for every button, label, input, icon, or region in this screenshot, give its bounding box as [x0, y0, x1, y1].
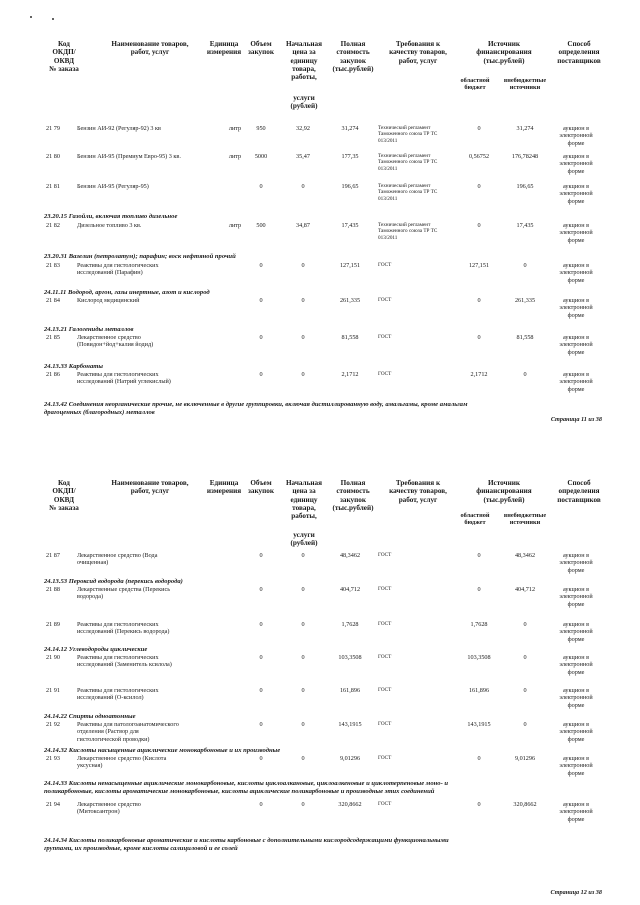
row-total: 404,712 — [339, 586, 361, 593]
row-offbudget: 9,01296 — [514, 755, 536, 762]
header-name: Наименование товаров, работ, услуг — [111, 479, 189, 496]
header-unit: Единица измерения — [206, 479, 242, 496]
row-offbudget: 0 — [523, 621, 527, 628]
header-code: Код ОКДП/ ОКВД № заказа — [49, 479, 79, 512]
row-requirements: Технический регламент Таможенного союза ТР ТС 013/2011 — [378, 222, 438, 241]
row-method: аукцион в электронной форме — [559, 153, 593, 175]
row-offbudget: 0 — [523, 371, 527, 378]
row-name: Реактивы для гистологических исследований (Парафин) — [77, 262, 159, 277]
row-total: 48,3462 — [339, 552, 361, 559]
row-volume: 0 — [259, 183, 263, 190]
row-requirements: ГОСТ — [378, 552, 392, 558]
row-method: аукцион в электронной форме — [559, 371, 593, 393]
row-volume: 0 — [259, 755, 263, 762]
row-price: 0 — [301, 183, 305, 190]
row-requirements: ГОСТ — [378, 297, 392, 303]
row-total: 1,7628 — [341, 621, 359, 628]
page-footer: Страница 12 из 38 — [550, 889, 602, 896]
row-code: 21 93 — [46, 755, 60, 762]
row-regional-budget: 2,1712 — [470, 371, 488, 378]
row-volume: 0 — [259, 262, 263, 269]
row-price: 0 — [301, 552, 305, 559]
row-code: 21 80 — [46, 153, 60, 160]
row-name: Лекарственное средство (Кислота уксусная) — [77, 755, 167, 770]
row-total: 9,01296 — [339, 755, 361, 762]
group-heading: 24.14.33 Кислоты ненасыщенные ациклические монокарбоновые, кислоты циклоалкановые, циклоалкеновые и циклотерпеновые моно- и поликарбоновые, кислоты ароматические монокарбоновые, кислоты ациклические поликарбоновые и производные этих соединений — [44, 780, 449, 795]
row-regional-budget: 0 — [477, 334, 481, 341]
row-volume: 500 — [256, 222, 266, 229]
page-footer: Страница 11 из 38 — [550, 416, 602, 423]
row-total: 2,1712 — [341, 371, 359, 378]
group-heading: 24.14.32 Кислоты насыщенные ациклические монокарбоновые и их производные — [44, 747, 281, 754]
row-requirements: ГОСТ — [378, 687, 392, 693]
row-volume: 0 — [259, 334, 263, 341]
row-name: Лекарственное средство (Повидон+йод+калия йодид) — [77, 334, 154, 349]
row-requirements: ГОСТ — [378, 262, 392, 268]
header-volume: Объем закупок — [248, 40, 274, 57]
row-name: Лекарственные средства (Перекись водорода) — [77, 586, 171, 601]
header-source: Источник финансирования (тыс.рублей) — [476, 40, 532, 65]
row-requirements: ГОСТ — [378, 621, 392, 627]
group-heading: 24.14.22 Спирты одноатомные — [44, 713, 136, 720]
row-offbudget: 320,8662 — [513, 801, 537, 808]
row-total: 161,896 — [339, 687, 361, 694]
row-code: 21 87 — [46, 552, 60, 559]
row-volume: 0 — [259, 586, 263, 593]
row-method: аукцион в электронной форме — [559, 721, 593, 743]
row-volume: 0 — [259, 621, 263, 628]
header-method: Способ определения поставщиков — [557, 479, 601, 504]
row-volume: 0 — [259, 721, 263, 728]
row-code: 21 85 — [46, 334, 60, 341]
row-code: 21 79 — [46, 125, 60, 132]
group-heading: 24.11.11 Водород, аргон, газы инертные, азот и кислород — [44, 289, 210, 296]
row-method: аукцион в электронной форме — [559, 755, 593, 777]
row-price: 0 — [301, 586, 305, 593]
group-heading: 24.13.42 Соединения неорганические прочие, не включенные в другие группировки, включая дистиллированную воду, амальгамы, кроме амальгам драгоценных (благородных) металлов — [44, 401, 468, 416]
row-offbudget: 0 — [523, 687, 527, 694]
row-requirements: ГОСТ — [378, 721, 392, 727]
row-name: Реактивы для гистологических исследований (О-ксилол) — [77, 687, 159, 702]
header-method: Способ определения поставщиков — [557, 40, 601, 65]
row-volume: 0 — [259, 297, 263, 304]
row-offbudget: 81,558 — [516, 334, 534, 341]
row-requirements: ГОСТ — [378, 801, 392, 807]
row-code: 21 92 — [46, 721, 60, 728]
row-unit: литр — [228, 125, 242, 132]
row-total: 17,435 — [341, 222, 359, 229]
row-code: 21 86 — [46, 371, 60, 378]
group-heading: 24.13.33 Карбонаты — [44, 363, 103, 370]
row-name: Реактивы для гистологических исследований (Заменитель ксилола) — [77, 654, 172, 669]
row-requirements: Технический регламент Таможенного союза ТР ТС 013/2011 — [378, 183, 438, 202]
row-code: 21 83 — [46, 262, 60, 269]
row-offbudget: 0 — [523, 262, 527, 269]
header-source-regional: областной бюджет — [460, 512, 490, 527]
row-method: аукцион в электронной форме — [559, 687, 593, 709]
row-volume: 0 — [259, 801, 263, 808]
row-regional-budget: 143,1915 — [467, 721, 491, 728]
row-total: 143,1915 — [338, 721, 362, 728]
row-method: аукцион в электронной форме — [559, 552, 593, 574]
row-name: Бензин АИ-95 (Премиум Евро-95) 3 кв. — [77, 153, 181, 160]
group-heading: 23.20.15 Газойли, включая топливо дизельное — [44, 213, 178, 220]
row-volume: 0 — [259, 552, 263, 559]
row-regional-budget: 0 — [477, 755, 481, 762]
row-name: Лекарственное средство (Вода очищенная) — [77, 552, 158, 567]
row-volume: 0 — [259, 654, 263, 661]
header-source-offbudget: внебюджетные источники — [503, 512, 547, 527]
row-requirements: ГОСТ — [378, 334, 392, 340]
row-price: 34,87 — [296, 222, 310, 229]
header-requirements: Требования к качеству товаров, работ, услуг — [389, 479, 447, 504]
row-regional-budget: 0 — [477, 183, 481, 190]
header-price-sub: услуги (рублей) — [290, 94, 318, 111]
row-requirements: Технический регламент Таможенного союза ТР ТС 013/2011 — [378, 153, 438, 172]
row-total: 320,8662 — [338, 801, 362, 808]
row-total: 81,558 — [341, 334, 359, 341]
row-offbudget: 176,78248 — [511, 153, 539, 160]
row-regional-budget: 1,7628 — [470, 621, 488, 628]
row-requirements: ГОСТ — [378, 654, 392, 660]
row-price: 32,92 — [296, 125, 310, 132]
row-offbudget: 48,3462 — [514, 552, 536, 559]
row-offbudget: 196,65 — [516, 183, 534, 190]
row-name: Реактивы для патологоанатомического отделения (Раствор для гистологической проводки) — [77, 721, 179, 743]
row-name: Бензин АИ-95 (Регуляр-95) — [77, 183, 149, 190]
header-total: Полная стоимость закупок (тыс.рублей) — [332, 40, 374, 73]
row-code: 21 89 — [46, 621, 60, 628]
row-code: 21 90 — [46, 654, 60, 661]
scan-speck — [52, 18, 54, 20]
header-source-regional: областной бюджет — [460, 77, 490, 92]
row-price: 0 — [301, 801, 305, 808]
row-price: 35,47 — [296, 153, 310, 160]
row-total: 261,335 — [339, 297, 361, 304]
row-regional-budget: 0 — [477, 586, 481, 593]
row-offbudget: 261,335 — [514, 297, 536, 304]
document-page-12 — [0, 455, 640, 905]
row-name: Реактивы для гистологических исследований (Натрий углекислый) — [77, 371, 171, 386]
row-offbudget: 17,435 — [516, 222, 534, 229]
row-regional-budget: 161,896 — [468, 687, 490, 694]
row-code: 21 91 — [46, 687, 60, 694]
group-heading: 24.13.53 Пероксид водорода (перекись водорода) — [44, 578, 183, 585]
row-requirements: ГОСТ — [378, 755, 392, 761]
row-price: 0 — [301, 721, 305, 728]
row-volume: 950 — [256, 125, 266, 132]
header-code: Код ОКДП/ ОКВД № заказа — [49, 40, 79, 73]
row-price: 0 — [301, 334, 305, 341]
row-method: аукцион в электронной форме — [559, 801, 593, 823]
row-code: 21 81 — [46, 183, 60, 190]
row-total: 31,274 — [341, 125, 359, 132]
row-regional-budget: 0,56752 — [468, 153, 490, 160]
row-name: Бензин АИ-92 (Регуляр-92) 3 кв — [77, 125, 161, 132]
header-price-sub: услуги (рублей) — [290, 531, 318, 548]
row-requirements: Технический регламент Таможенного союза ТР ТС 013/2011 — [378, 125, 438, 144]
header-volume: Объем закупок — [248, 479, 274, 496]
row-method: аукцион в электронной форме — [559, 297, 593, 319]
row-price: 0 — [301, 621, 305, 628]
row-total: 127,151 — [339, 262, 361, 269]
row-price: 0 — [301, 262, 305, 269]
row-total: 177,35 — [341, 153, 359, 160]
row-price: 0 — [301, 687, 305, 694]
row-method: аукцион в электронной форме — [559, 262, 593, 284]
row-method: аукцион в электронной форме — [559, 125, 593, 147]
scan-speck — [30, 16, 32, 18]
row-price: 0 — [301, 755, 305, 762]
row-method: аукцион в электронной форме — [559, 222, 593, 244]
row-method: аукцион в электронной форме — [559, 654, 593, 676]
row-name: Дизельное топливо 3 кв. — [77, 222, 142, 229]
row-regional-budget: 103,3508 — [467, 654, 491, 661]
row-name: Лекарственное средство (Митоксантрон) — [77, 801, 141, 816]
document-page-11 — [0, 0, 640, 450]
row-unit: литр — [228, 153, 242, 160]
row-method: аукцион в электронной форме — [559, 621, 593, 643]
row-regional-budget: 0 — [477, 222, 481, 229]
row-offbudget: 0 — [523, 721, 527, 728]
row-offbudget: 31,274 — [516, 125, 534, 132]
row-price: 0 — [301, 297, 305, 304]
group-heading: 24.13.21 Галогениды металлов — [44, 326, 134, 333]
row-requirements: ГОСТ — [378, 586, 392, 592]
row-regional-budget: 0 — [477, 297, 481, 304]
row-offbudget: 404,712 — [514, 586, 536, 593]
row-requirements: ГОСТ — [378, 371, 392, 377]
row-name: Кислород медицинский — [77, 297, 140, 304]
row-volume: 0 — [259, 687, 263, 694]
row-code: 21 94 — [46, 801, 60, 808]
row-code: 21 84 — [46, 297, 60, 304]
row-regional-budget: 0 — [477, 125, 481, 132]
group-heading: 24.14.12 Углеводороды циклические — [44, 646, 148, 653]
header-requirements: Требования к качеству товаров, работ, услуг — [389, 40, 447, 65]
row-code: 21 82 — [46, 222, 60, 229]
row-offbudget: 0 — [523, 654, 527, 661]
header-source-offbudget: внебюджетные источники — [503, 77, 547, 92]
row-name: Реактивы для гистологических исследований (Перекись водорода) — [77, 621, 170, 636]
group-heading: 24.14.34 Кислоты поликарбоновые ароматические и кислоты карбоновые с дополнительными кислородсодержащими функциональными группами, их производные, кроме кислоты салициловой и ее солей — [44, 837, 449, 852]
row-total: 196,65 — [341, 183, 359, 190]
group-heading: 23.20.31 Вазелин (петролатум); парафин; воск нефтяной прочий — [44, 253, 236, 260]
header-unit: Единица измерения — [206, 40, 242, 57]
header-source: Источник финансирования (тыс.рублей) — [476, 479, 532, 504]
header-total: Полная стоимость закупок (тыс.рублей) — [332, 479, 374, 512]
header-name: Наименование товаров, работ, услуг — [111, 40, 189, 57]
row-method: аукцион в электронной форме — [559, 586, 593, 608]
row-code: 21 88 — [46, 586, 60, 593]
header-price: Начальная цена за единицу товара, работы, — [285, 479, 323, 521]
row-regional-budget: 0 — [477, 801, 481, 808]
row-regional-budget: 0 — [477, 552, 481, 559]
row-method: аукцион в электронной форме — [559, 183, 593, 205]
row-regional-budget: 127,151 — [468, 262, 490, 269]
row-volume: 5000 — [254, 153, 268, 160]
header-price: Начальная цена за единицу товара, работы, — [285, 40, 323, 82]
row-volume: 0 — [259, 371, 263, 378]
row-method: аукцион в электронной форме — [559, 334, 593, 356]
row-price: 0 — [301, 654, 305, 661]
row-price: 0 — [301, 371, 305, 378]
row-unit: литр — [228, 222, 242, 229]
row-total: 103,3508 — [338, 654, 362, 661]
